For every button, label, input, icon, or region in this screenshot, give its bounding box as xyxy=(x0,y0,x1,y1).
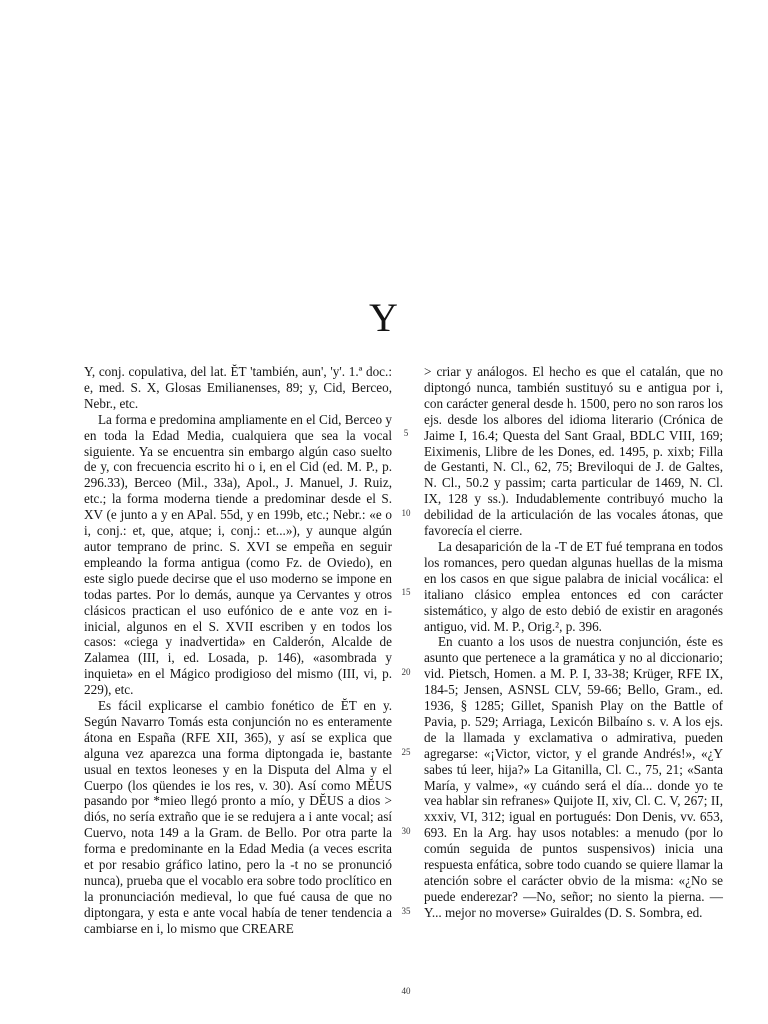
line-number: 25 xyxy=(401,747,411,757)
left-paragraph: Es fácil explicarse el cambio fonético de ĔT en y. Según Navarro Tomás esta conjunción no es enteramente átona en España (RFE XII, 365), y así se explica que alguna vez aparezca una forma diptongada ie, bastante usual en textos leoneses y en la Disputa del Alma y el Cuerpo (los qüendes ie los res, v. 30). Así como MĔUS pasando por *mieo llegó pronto a mío, y DĔUS a dios > diós, no sería extraño que ie se redujera a i ante vocal; así Cuervo, nota 149 a la Gram. de Bello. Por otra parte la forma e predominante en la Edad Media (a veces escrita et por resabio gráfico latino, pero la -t no se pronunció nunca), prueba que el vocablo era sobre todo proclítico en la pronunciación medieval, lo que fué causa de que no diptongara, y esta e ante vocal había de tener tendencia a cambiarse en i, lo mismo que CREARE xyxy=(84,698,392,936)
line-number-gutter xyxy=(393,364,419,996)
right-paragraph: > criar y análogos. El hecho es que el catalán, que no diptongó nunca, también sustituyó su e antigua por i, con carácter general desde h. 1500, pero no son raros los ejs. desde los albores del idioma literario (Crónica de Jaime I, 16.4; Questa del Sant Graal, BDLC VIII, 169; Eiximenis, Llibre de les Dones, ed. 1495, p. xixb; Filla de Gestanti, N. Cl., 62, 75; Breviloqui de J. de Galtes, N. Cl., 50.2 y passim; carta particular de 1469, N. Cl. IX, 128 y ss.). Indudablemente contribuyó mucho la debilidad de la articulación de las vocales átonas, que favorecía el cierre. xyxy=(424,364,723,539)
right-column xyxy=(424,364,723,974)
entry-letter-heading: Y xyxy=(369,295,399,340)
right-paragraph: En cuanto a los usos de nuestra conjunción, éste es asunto que pertenece a la gramática y no al diccionario; vid. Pietsch, Homen. a M. P. I, 33-38; Krüger, RFE IX, 184-5; Jensen, ASNSL CLV, 59-66; Bello, Gram., ed. 1936, § 1285; Gillet, Spanish Play on the Battle of Pavia, p. 529; Arriaga, Lexicón Bilbaíno s. v. A los ejs. de la llamada y exclamativa o admirativa, pueden agregarse: «¡Victor, victor, y el grande Andrés!», «¿Y sabes tú leer, hija?» La Gitanilla, Cl. C., 75, 21; «Santa María, y valme», «y cuándo será el día... donde yo te vea hablar sin refranes» Quijote II, xiv, Cl. C. V, 267; II, xxxiv, VI, 312; igual en portugués: Don Denis, vv. 653, 693. En la Arg. hay usos notables: a menudo (por lo común seguida de puntos suspensivos) inicia una respuesta enfática, sobre todo cuando se quiere llamar la atención sobre el carácter obvio de la misma: «¿No se puede enderezar? —No, señor; no siento la pierna. —Y... mejor no moverse» Guiraldes (D. S. Sombra, ed. xyxy=(424,634,723,920)
line-number: 30 xyxy=(401,826,411,836)
line-number: 40 xyxy=(401,986,411,996)
left-column xyxy=(84,364,392,974)
left-paragraph: La forma e predomina ampliamente en el Cid, Berceo y en toda la Edad Media, cualquiera que sea la vocal siguiente. Ya se encuentra sin embargo algún caso suelto de y, con frecuencia escrito hi o i, en el Cid (ed. M. P., p. 296.33), Berceo (Mil., 33a), Apol., J. Manuel, J. Ruiz, etc.; la forma moderna tiende a predominar desde el S. XV (e junto a y en APal. 55d, y en 199b, etc.; Nebr.: «e o i, conj.: et, que, atque; i, conj.: et...»), y aunque algún autor temprano de princ. S. XVI se empeña en seguir empleando la forma antigua (como Fz. de Oviedo), en este siglo puede decirse que el uso moderno se impone en todas partes. Por lo demás, aunque ya Cervantes y otros clásicos practican el uso eufónico de e ante voz en i- inicial, algunos en el S. XVII escriben y en todos los casos: «ciega y inadvertida» en Calderón, Alcalde de Zalamea (III, i, ed. Losada, p. 146), «asombrada y inquieta» en el Mágico prodigioso del mismo (III, vi, p. 229), etc. xyxy=(84,411,392,698)
line-number: 20 xyxy=(401,667,411,677)
line-number: 35 xyxy=(401,906,411,916)
line-number: 10 xyxy=(401,508,411,518)
right-paragraph: La desaparición de la -T de ET fué temprana en todos los romances, pero quedan algunas huellas de la misma en los casos en que sigue palabra de inicial vocálica: el italiano clásico emplea entonces ed con carácter sistemático, y algo de esto debió de existir en aragonés antiguo, vid. M. P., Orig.², p. 396. xyxy=(424,538,723,634)
line-number: 15 xyxy=(401,587,411,597)
line-number: 5 xyxy=(403,428,409,438)
left-paragraph: Y, conj. copulativa, del lat. ĔT 'también, aun', 'y'. 1.ª doc.: e, med. S. X, Glosas Emilianenses, 89; y, Cid, Berceo, Nebr., etc. xyxy=(84,364,392,411)
